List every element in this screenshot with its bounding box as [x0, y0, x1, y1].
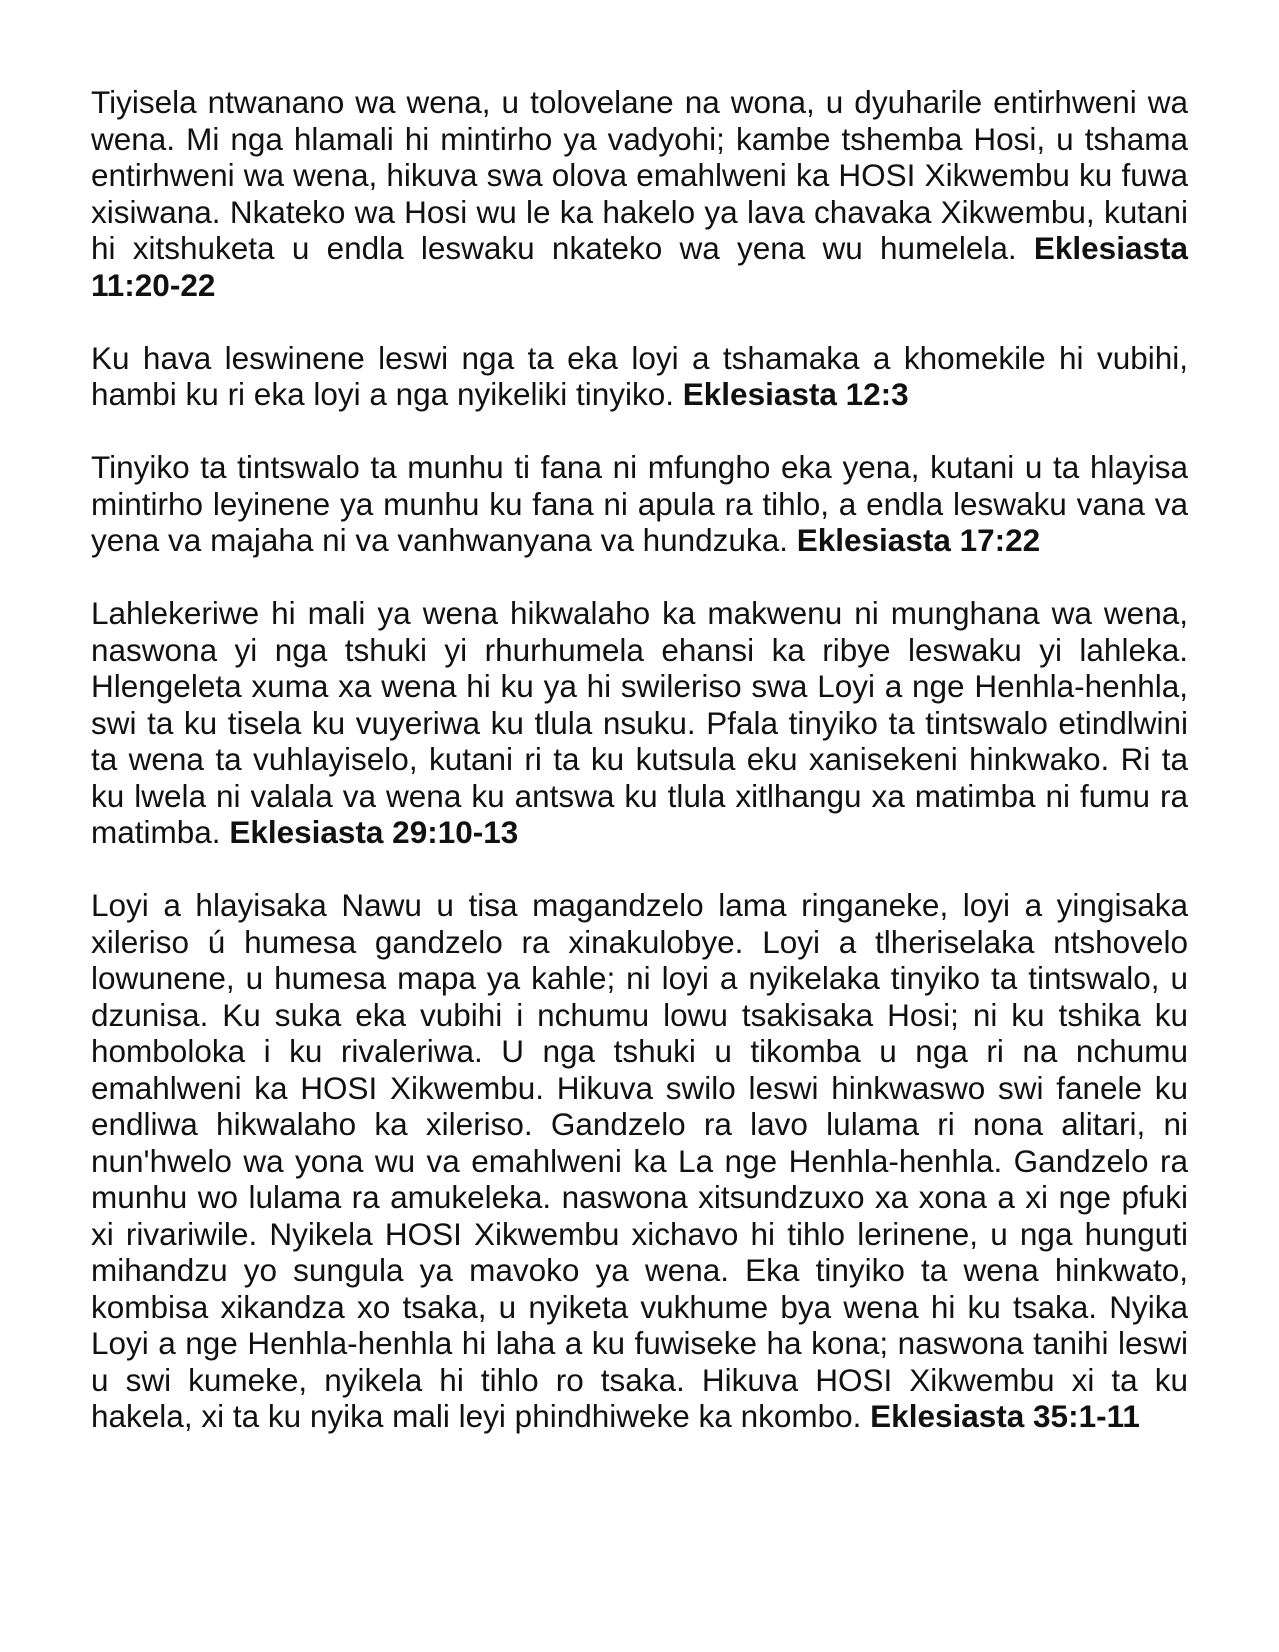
- scripture-reference: Eklesiasta 11:20-22: [91, 230, 1188, 303]
- passage-5: [91, 887, 1188, 1435]
- passage-text: Tiyisela ntwanano wa wena, u tolovelane na wona, u dyuharile entirhweni wa wena. Mi nga hlamali hi mintirho ya vadyohi; kambe tshemba Hosi, u tshama entirhweni wa wena, hikuva swa olova emahlweni ka HOSI Xikwembu ku fuwa xisiwana. Nkateko wa Hosi wu le ka hakelo ya lava chavaka Xikwembu, kutani hi xitshuketa u endla leswaku nkateko wa yena wu humelela.: [91, 84, 1188, 266]
- passage-1: [91, 84, 1188, 303]
- scripture-reference: Eklesiasta 35:1-11: [870, 1398, 1140, 1434]
- passage-3: [91, 449, 1188, 559]
- passage-text: Tinyiko ta tintswalo ta munhu ti fana ni mfungho eka yena, kutani u ta hlayisa mintirho leyinene ya munhu ku fana ni apula ra tihlo, a endla leswaku vana va yena va majaha ni va vanhwanyana va hundzuka.: [91, 449, 1188, 558]
- scripture-reference: Eklesiasta 29:10-13: [229, 814, 519, 850]
- scripture-reference: Eklesiasta 17:22: [796, 522, 1041, 558]
- passage-2: [91, 340, 1188, 413]
- document-page: [91, 84, 1188, 1471]
- passage-text: Lahlekeriwe hi mali ya wena hikwalaho ka makwenu ni munghana wa wena, naswona yi nga tshuki yi rhurhumela ehansi ka ribye leswaku yi lahleka. Hlengeleta xuma xa wena hi ku ya hi swileriso swa Loyi a nge Henhla-henhla, swi ta ku tisela ku vuyeriwa ku tlula nsuku. Pfala tinyiko ta tintswalo etindlwini ta wena ta vuhlayiselo, kutani ri ta ku kutsula eku xanisekeni hinkwako. Ri ta ku lwela ni valala va wena ku antswa ku tlula xitlhangu xa matimba ni fumu ra matimba.: [91, 595, 1188, 850]
- passage-4: [91, 595, 1188, 851]
- scripture-reference: Eklesiasta 12:3: [682, 376, 909, 412]
- passage-text: Ku hava leswinene leswi nga ta eka loyi a tshamaka a khomekile hi vubihi, hambi ku ri eka loyi a nga nyikeliki tinyiko.: [91, 339, 1188, 412]
- passage-text: Loyi a hlayisaka Nawu u tisa magandzelo lama ringaneke, loyi a yingisaka xileriso ú humesa gandzelo ra xinakulobye. Loyi a tlheriselaka ntshovelo lowunene, u humesa mapa ya kahle; ni loyi a nyikelaka tinyiko ta tintswalo, u dzunisa. Ku suka eka vubihi i nchumu lowu tsakisaka Hosi; ni ku tshika ku homboloka i ku rivaleriwa. U nga tshuki u tikomba u nga ri na nchumu emahlweni ka HOSI Xikwembu. Hikuva swilo leswi hinkwaswo swi fanele ku endliwa hikwalaho ka xileriso. Gandzelo ra lavo lulama ri nona alitari, ni nun'hwelo wa yona wu va emahlweni ka La nge Henhla-henhla. Gandzelo ra munhu wo lulama ra amukeleka. naswona xitsundzuxo xa xona a xi nge pfuki xi rivariwile. Nyikela HOSI Xikwembu xichavo hi tihlo lerinene, u nga hunguti mihandzu yo sungula ya mavoko ya wena. Eka tinyiko ta wena hinkwato, kombisa xikandza xo tsaka, u nyiketa vukhume bya wena hi ku tsaka. Nyika Loyi a nge Henhla-henhla hi laha a ku fuwiseke ha kona; naswona tanihi leswi u swi kumeke, nyikela hi tihlo ro tsaka. Hikuva HOSI Xikwembu xi ta ku hakela, xi ta ku nyika mali leyi phindhiweke ka nkombo.: [91, 887, 1188, 1434]
